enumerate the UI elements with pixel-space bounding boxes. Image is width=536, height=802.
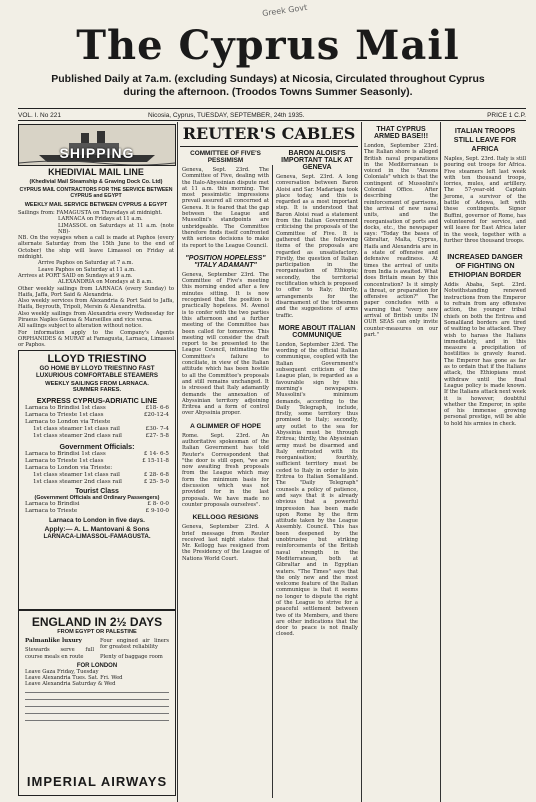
lloyd-apply: Apply:— A. L. Mantovani & Sons (44, 526, 150, 533)
lloyd-line2: LUXURIOUS COMFORTABLE STEAMERS (36, 372, 158, 379)
col-aloisi (276, 150, 358, 638)
imperial-title: ENGLAND IN 2½ DAYS (31, 615, 163, 629)
khedivial-title: KHEDIVIAL MAIL LINE (48, 167, 144, 177)
shipping-banner (18, 124, 176, 166)
imperial-schedule: Leave Alexandria Tues. Sat. Fri. Wed (25, 675, 123, 682)
article-position-hopeless: Geneva, September 23rd. The Committee of Five's meeting this morning ended after a few minutes sitting. It is now recognised that the position is practically hopeless. M. Avenol is to confer with the two parties this afternoon and a further meeting of the Committee has been called for tomorrow. This meeting will consider the draft report to be presented to the League Council, intimating the Committee's failure to conciliate, in view of the Italian attitude which has been hostile to all the Committee's proposals and still remains unchanged. It is stressed that Italy adamantly demands the annexation of Abyssinian territory adjoining Eritrea and a form of control over Abyssinia proper. (182, 271, 269, 417)
imperial-luxury: Palmanlike luxury (25, 638, 82, 644)
imperial-note: Stewards serve full course meals en route (25, 647, 94, 660)
col-committee (182, 150, 269, 562)
lloyd-london: Larnaca to London in five days. (49, 517, 145, 524)
headline-cyprus-base: THAT CYPRUS ARMED BASE!!! (373, 126, 429, 140)
lloyd-gov-heading: Government Officials: (59, 442, 135, 451)
imperial-schedule: Leave Alexandria Saturday & Wed (25, 681, 116, 688)
column-divider (361, 122, 362, 802)
ad-fine-print (19, 688, 175, 724)
schedule-11: All sailings subject to alteration without notice. (18, 323, 143, 330)
subtitle-line1: Published Daily at 7a.m. (excluding Sundays) at Nicosia, Circulated throughout Cyprus (51, 73, 485, 85)
subtitle-line2: during the afternoon. (Troodos Towns Summer Seasonly). (123, 86, 413, 98)
fare-row: Larnaca to Brindisi 1st class £18- 6-6 (25, 405, 169, 411)
col-cyprus-base (364, 126, 438, 338)
shipping-title: SHIPPING (59, 145, 135, 161)
khedivial-ad (18, 167, 174, 349)
schedule-3: NB. On the voyages when a call is made at Paphos (every alternate Saturday from the 15th June to the end of October) the ship will leave Limassol on Friday at midnight. (18, 235, 174, 261)
lloyd-tourist-heading: Tourist Class (75, 488, 119, 495)
imperial-note: Four engined air liners for greatest reliability (100, 638, 169, 651)
imperial-note: Plenty of baggage room (100, 653, 163, 660)
imperial-london: FOR LONDON (76, 662, 118, 669)
schedule-12: For information apply to the Company's Agents ORPHANIDES & MURAT at Famagusta, Larnaca, Limassol or Paphos. (18, 329, 174, 349)
schedule-8: Other weekly sailings from LARNACA (every Sunday) to Haifa, Jaffa, Port Said & Alexandria. (18, 285, 174, 298)
headline-committee: COMMITTEE OF FIVE'S PESSIMISM (190, 150, 261, 164)
place-date: Nicosia, Cyprus, TUESDAY, SEPTEMBER, 24th 1935. (148, 112, 305, 119)
headline-communique: MORE ABOUT ITALIAN COMMUNIQUE (278, 324, 356, 339)
reuters-banner: REUTER'S CABLES (180, 124, 358, 147)
fare-row: Larnaca to London via Trieste: (25, 465, 113, 471)
schedule-4: Arrive Paphos on Saturday at 7 a.m. (38, 260, 134, 267)
fare-row: 1st class steamer 1st class rail £30- 7-4 (33, 426, 169, 432)
schedule-10: Also weekly sailings from Alexandria every Wednesday for Piraeus Naples Genoa & Marseilles and vice versa. (18, 310, 174, 324)
khedivial-subtitle: (Khedivial Mail Steamship & Graving Dock Co. Ltd) (29, 179, 163, 185)
lloyd-express: EXPRESS CYPRUS-ADRIATIC LINE (36, 396, 158, 405)
fare-row: Larnaca to Trieste 1st class £ 15-11-8 (25, 458, 169, 464)
article-committee: Geneva, Sept. 23rd. The Committee of Five, dealing with the Italo-Abyssinian dispute met at 11 a.m. this morning. The most pessimistic impressions prevail assured all concerned at Geneva. It is feared that the gap between the League and Mussolini's standpoints are unbridgeable. The Committee therefore finds itself confronted with serious decisions to make its report to the League Council. (182, 167, 269, 249)
fare-row: Larnaca to Brindisi £ 8- 0-0 (25, 501, 169, 507)
volume-number: VOL. I. No 221 (18, 112, 61, 119)
schedule-1: LARNACA on Fridays at 11 a.m. (58, 216, 143, 223)
headline-glimmer: A GLIMMER OF HOPE (189, 422, 262, 430)
schedule-6: Arrives at PORT SAID on Sundays at 9 a.m. (18, 272, 133, 279)
headline-aloisi: BARON ALOISI'S IMPORTANT TALK AT GENEVA (281, 150, 353, 171)
schedule-0: Sailings from: FAMAGUSTA on Thursdays at midnight. (18, 210, 163, 216)
fare-row: 1st class steamer 2nd class rail £27- 5-8 (33, 433, 169, 439)
article-troops: Naples, Sept. 23rd. Italy is still pouring out troops for Africa. Five steamers left last week with ten thousand troops, lorries, mules, and artillery. The 57-year-old Captain Jerome, a survivor of the battle of Adowa, left with these contingents. Signor Buffini, governor of Rome, has volunteered for service, and will leave for East Africa later in the week, together with a further three thousand troops. (444, 156, 526, 244)
imperial-from: FROM EGYPT OR PALESTINE (57, 629, 137, 635)
handwritten-note: Greek Govt (261, 2, 308, 19)
column-divider (272, 165, 273, 798)
headline-position-hopeless: "POSITION HOPELESS" "ITALY ADAMANT" (185, 254, 266, 269)
fare-row: 1st class steamer 1st class rail £ 28- 6-8 (33, 472, 169, 478)
article-aloisi: Geneva, Sept. 23rd. A long conversation between Baron Aloisi and Sar. Madariaga took place today, and this is regarded as a most important step. It is understood that Baron Aloisi read a statement from the Italian Government criticising the proposals of the Committee of Five. It is gathered that the following items of the proposals are regarded as unsatisfactory. Firstly, the question of Italian participation in the reorganisation of Ethiopia; secondly, the territorial rectification which is proposed to offer to Italy; thirdly, arrangements for the disarmament of the tribesmen and the suggestions of arms traffic. (276, 174, 358, 319)
lloyd-line1: GO HOME BY LLOYD TRIESTINO FAST (39, 365, 155, 372)
header-rule (18, 108, 526, 109)
fare-row: Larnaca to Trieste £ 9-10-0 (25, 508, 169, 514)
schedule-2: LIMASSOL on Saturdays at 11 a.m. (note NB)- (58, 222, 174, 235)
headline-troops: ITALIAN TROOPS STILL LEAVE FOR AFRICA (453, 126, 517, 153)
article-cyprus-base: London, September 23rd. The Italian shore is alleged British naval preparations in the Mediterranean is voiced in the "Ansons Colonials" which is that the contingent of Mussolini's Colonial Office. After describing the reinforcement of garrisons, the arrival of new naval units, and the reorganisation of ports and docks, etc., the newspaper says: "Today the bases of Gibraltar, Malta, Cyprus, Haifa and Alexandria are in a state of offensive and defensive readiness. At times the arrival of units from India is awaited. What does Britain mean by this concentration? Is it simply a threat, or preparation for offensive action?" The paper concludes with a warning that "every new arrival of British units IN OUR SEAS can only invite counter-measures on our part." (364, 143, 438, 338)
fare-row: Larnaca to London via Trieste (25, 419, 111, 425)
headline-kellogg: KELLOGG RESIGNS (192, 514, 259, 522)
lloyd-line4: SUMMER FARES. (72, 387, 122, 393)
schedule-7: ALEXANDRIA on Mondays at 8 a.m. (58, 279, 153, 286)
article-glimmer: Rome. Sept. 23rd. An authoritative spokesman of the Italian Government has told Reuter's Correspondent that "the door is still open, "we are now awaiting fresh proposals from the League which may form the minimum basis for discussion which was not provided for in the last proposals. We have made no counter proposals ourselves". (182, 432, 269, 508)
lloyd-line3: WEEKLY SAILINGS FROM LARNACA. (45, 381, 149, 387)
fare-row: Larnaca to Brindisi 1st class £ 14- 6-5 (25, 451, 169, 457)
imperial-brand: IMPERIAL AIRWAYS (26, 774, 168, 789)
article-communique: London, September 23rd. The wording of the official Italian communique, coupled with the Italian Government's subsequent criticism of the League plan, is regarded as a favourable sign by this morning's newspapers. Mussolini's minimum demands, according to the Daily Telegraph, include, firstly, some territory thus promised to Italy; secondly, any outlet to the sea for Abyssinia must be through Eritrea; thirdly, the Abyssinian army must be disarmed and Italy entrusted with its reorganisation; fourthly, sufficient territory must be ceded to Italy in order to join Eritrea to Italian Somaliland. The "Daily Telegraph" counsels a policy of patience, and says that it is already obvious that a powerful impression has been made upon Rome by the firm attitude taken by the League Assembly. Council. This has been deepened by the unobtrusive but striking reinforcements of the British naval strength in the Mediterranean, both at Gibraltar and in Egyptian waters. "The Times" says that the only new and the most welcome feature of the Italian communique is that it seems no longer to dispute the right of the League to strive for a peaceful settlement between two of its Members, and there are other indications that the door to peace is not finally closed. (276, 341, 358, 638)
column-divider (440, 122, 441, 802)
article-border: Addis Ababa, Sept. 23rd. Notwithstanding renewed instructions from the Emperor to refrain from any offensive action, the younger tribal chiefs on both the Eritrea and Somaliland borders are tired of waiting to be attacked. They wish to harass the Italians immediately, and in this measure a precipitation of hostilities is gravely feared. The Emperor has gone as far as to ordain that if the Italians attack, the Ethiopians must withdraw until the final League policy is made known. If the Italians attack next week it is however, doubtful whether the Emperor, in spite of his immense growing personal prestige, will be able to hold his armies in check. (444, 282, 526, 427)
khedivial-agents: CYPRUS MAIL CONTRACTORS FOR THE SERVICE BETWEEN CYPRUS and EGYPT (19, 187, 173, 199)
col-troops (444, 126, 526, 427)
column-divider (177, 122, 178, 802)
fare-row: Larnaca to Trieste 1st class £20-12-4 (25, 412, 169, 418)
article-kellogg: Geneva, September 23rd. A brief message from Reuter received last night states that Mr. Kellogg has resigned from the Presidency of the League of Nations World Court. (182, 524, 269, 562)
khedivial-weekly: WEEKLY MAIL SERVICE BETWEEN CYPRUS & EGYPT (24, 202, 168, 208)
dateline-rule (18, 120, 526, 121)
schedule-9: Also weekly services from Alexandria & Port Said to Jaffa, Haifa, Beyrouth, Tripoli, Mersin & Alexandretta. (18, 298, 174, 311)
price: PRICE 1 C.P. (487, 112, 526, 119)
lloyd-ports: LARNACA-LIMASSOL-FAMAGUSTA. (43, 533, 151, 540)
headline-border: INCREASED DANGER OF FIGHTING ON ETHIOPIAN BORDER (447, 252, 523, 280)
imperial-airways-ad (18, 610, 176, 796)
lloyd-triestino-ad (18, 350, 176, 610)
lloyd-tourist-note: (Government Officials and Ordinary Passengers) (34, 495, 160, 501)
fare-row: 1st class steamer 2nd class rail £ 25- 5-0 (33, 479, 169, 485)
masthead: The Cyprus Mail (76, 22, 460, 69)
imperial-schedule: Leave Gaza Friday, Tuesday (25, 668, 99, 675)
lloyd-title: LLOYD TRIESTINO (47, 353, 147, 365)
schedule-5: Leave Paphos on Saturday at 11 a.m. (38, 266, 136, 273)
